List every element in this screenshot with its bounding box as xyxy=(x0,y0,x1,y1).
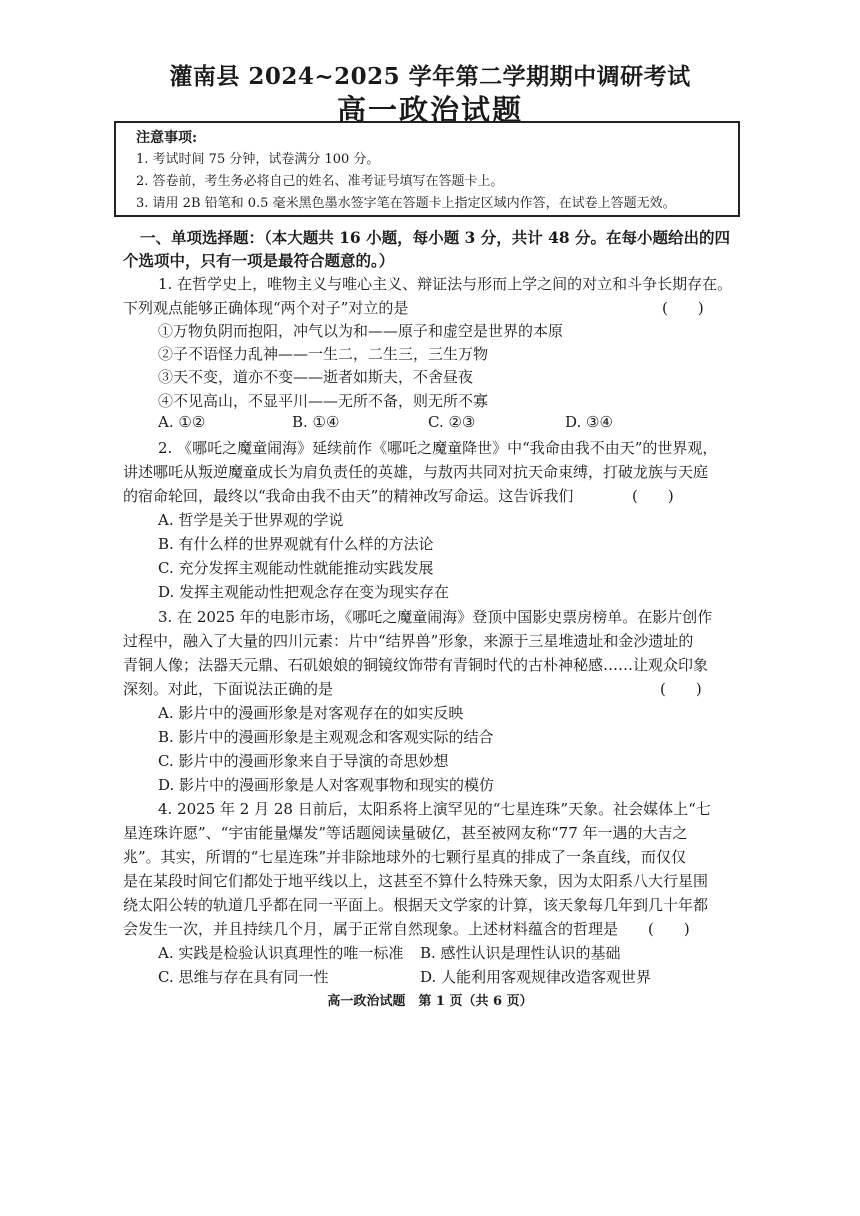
q3-option-a: A. 影片中的漫画形象是对客观存在的如实反映 xyxy=(158,704,464,722)
q1-statement-2: ②子不语怪力乱神——一生二，二生三，三生万物 xyxy=(158,345,489,363)
notice-item: 3. 请用 2B 铅笔和 0.5 毫米黑色墨水签字笔在答题卡上指定区域内作答，在试卷上答题无效。 xyxy=(136,196,676,211)
q2-stem-line3: 的宿命轮回，最终以“我命由我不由天”的精神改写命运。这告诉我们 xyxy=(123,487,574,505)
notice-item: 1. 考试时间 75 分钟，试卷满分 100 分。 xyxy=(136,152,380,167)
section-header-line1: 一、单项选择题：（本大题共 16 小题，每小题 3 分，共计 48 分。在每小题给出的四 xyxy=(140,228,731,247)
q2-option-a: A. 哲学是关于世界观的学说 xyxy=(158,511,344,529)
notice-box xyxy=(114,121,740,217)
q1-option-d: D. ③④ xyxy=(565,413,613,431)
q3-stem-line2: 过程中，融入了大量的四川元素：片中“结界兽”形象，来源于三星堆遗址和金沙遗址的 xyxy=(123,632,694,650)
q4-stem-line5: 绕太阳公转的轨道几乎都在同一平面上。根据天文学家的计算，该天象每几年到几十年都 xyxy=(123,896,709,914)
q3-stem-line1: 3. 在 2025 年的电影市场，《哪吒之魔童闹海》登顶中国影史票房榜单。在影片创作 xyxy=(158,608,713,626)
exam-subtitle: 高一政治试题 xyxy=(336,93,523,127)
page-footer: 高一政治试题 第 1 页（共 6 页） xyxy=(327,994,533,1009)
q3-answer-paren: ( ) xyxy=(660,680,702,698)
q1-statement-3: ③天不变，道亦不变——逝者如斯夫，不舍昼夜 xyxy=(158,368,474,386)
q4-stem-line2: 星连珠许愿”、“宇宙能量爆发”等话题阅读量破亿，甚至被网友称“77 年一遇的大吉之 xyxy=(123,824,688,842)
q3-stem-line4: 深刻。对此，下面说法正确的是 xyxy=(123,680,334,698)
notice-heading: 注意事项: xyxy=(136,130,198,146)
q1-option-c: C. ②③ xyxy=(428,413,476,431)
q3-option-d: D. 影片中的漫画形象是人对客观事物和现实的模仿 xyxy=(158,776,495,794)
q1-option-b: B. ①④ xyxy=(292,413,340,431)
q1-stem-line1: 1. 在哲学史上，唯物主义与唯心主义、辩证法与形而上学之间的对立和斗争长期存在。 xyxy=(158,275,733,293)
q4-option-d: D. 人能利用客观规律改造客观世界 xyxy=(420,968,652,986)
q3-stem-line3: 青铜人像；法器天元鼎、石矶娘娘的铜镜纹饰带有青铜时代的古朴神秘感……让观众印象 xyxy=(123,656,709,674)
exam-title: 灌南县 2024~2025 学年第二学期期中调研考试 xyxy=(169,63,691,90)
q4-option-c: C. 思维与存在具有同一性 xyxy=(158,968,329,986)
q1-option-a: A. ①② xyxy=(158,413,206,431)
q2-option-d: D. 发挥主观能动性把观念存在变为现实存在 xyxy=(158,583,450,601)
notice-item: 2. 答卷前，考生务必将自己的姓名、准考证号填写在答题卡上。 xyxy=(136,174,504,189)
q2-stem-line1: 2. 《哪吒之魔童闹海》延续前作《哪吒之魔童降世》中“我命由我不由天”的世界观， xyxy=(158,439,718,457)
section-header-line2: 个选项中，只有一项是最符合题意的。） xyxy=(123,251,395,270)
q4-stem-line1: 4. 2025 年 2 月 28 日前后，太阳系将上演罕见的“七星连珠”天象。社会媒体上“七 xyxy=(158,800,711,818)
q1-answer-paren: ( ) xyxy=(662,299,704,317)
q1-statement-4: ④不见高山，不显平川——无所不备，则无所不寡 xyxy=(158,392,489,410)
q2-option-c: C. 充分发挥主观能动性就能推动实践发展 xyxy=(158,559,434,577)
q3-option-b: B. 影片中的漫画形象是主观观念和客观实际的结合 xyxy=(158,728,494,746)
q4-answer-paren: ( ) xyxy=(648,920,690,938)
q4-stem-line3: 兆”。其实，所谓的“七星连珠”并非除地球外的七颗行星真的排成了一条直线，而仅仅 xyxy=(123,848,687,866)
q2-stem-line2: 讲述哪吒从叛逆魔童成长为肩负责任的英雄，与敖丙共同对抗天命束缚，打破龙族与天庭 xyxy=(123,463,709,481)
q1-stem-line2: 下列观点能够正确体现“两个对子”对立的是 xyxy=(123,299,409,317)
q4-stem-line4: 是在某段时间它们都处于地平线以上，这甚至不算什么特殊天象，因为太阳系八大行星围 xyxy=(123,872,709,890)
q3-option-c: C. 影片中的漫画形象来自于导演的奇思妙想 xyxy=(158,752,449,770)
q4-stem-line6: 会发生一次，并且持续几个月，属于正常自然现象。上述材料蕴含的哲理是 xyxy=(123,920,619,938)
q4-option-b: B. 感性认识是理性认识的基础 xyxy=(420,944,621,962)
q1-statement-1: ①万物负阴而抱阳，冲气以为和——原子和虚空是世界的本原 xyxy=(158,322,564,340)
q2-option-b: B. 有什么样的世界观就有什么样的方法论 xyxy=(158,535,434,553)
q4-option-a: A. 实践是检验认识真理性的唯一标准 xyxy=(158,944,404,962)
q2-answer-paren: ( ) xyxy=(632,487,674,505)
